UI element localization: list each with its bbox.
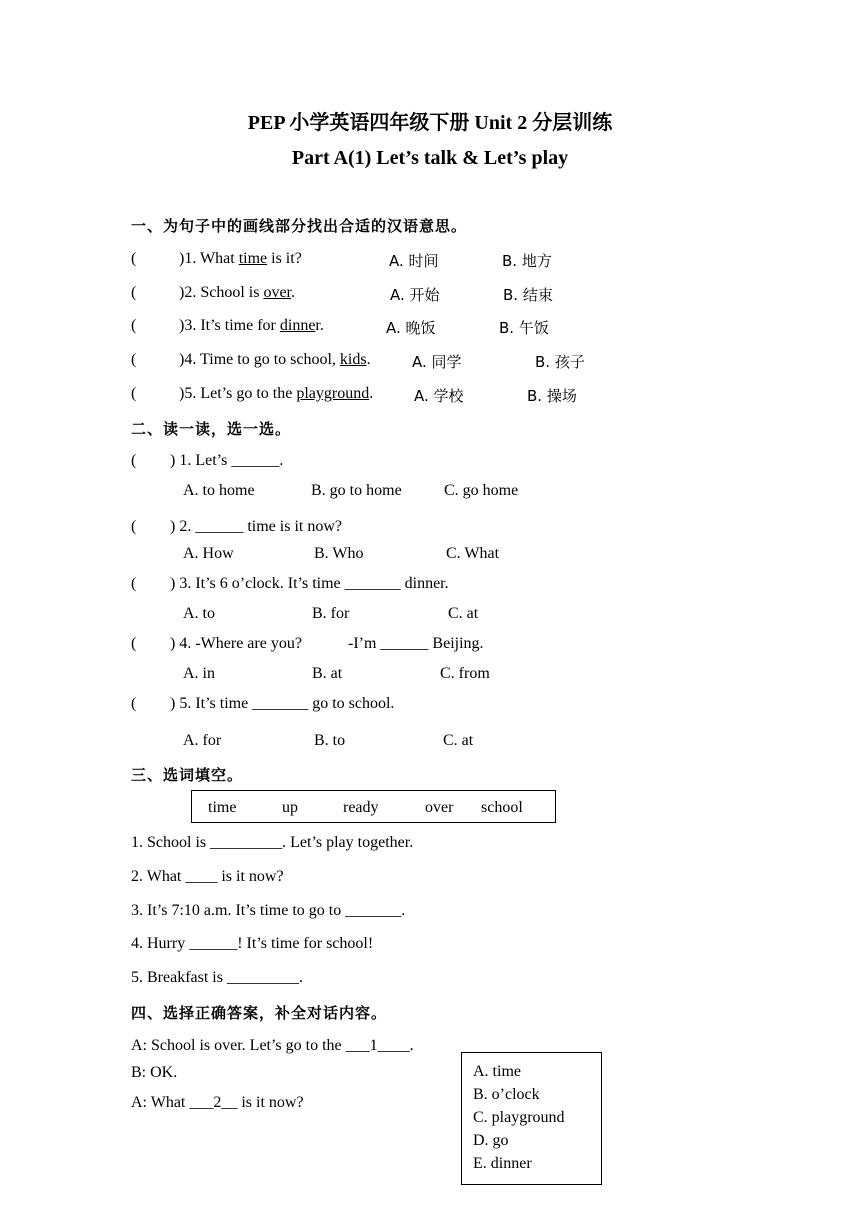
word-bank-word: over bbox=[425, 799, 454, 816]
answer-blank: ( bbox=[131, 452, 137, 469]
option-b: B. to bbox=[314, 732, 346, 749]
option-a: A. to home bbox=[183, 482, 255, 499]
option-c: C. at bbox=[448, 605, 479, 622]
fill-in-item: 3. It’s 7:10 a.m. It’s time to go to _______. bbox=[131, 902, 406, 919]
answer-blank: ( bbox=[131, 518, 137, 535]
worksheet-subtitle: Part A(1) Let’s talk & Let’s play bbox=[291, 147, 569, 169]
dialogue-line: B: OK. bbox=[131, 1064, 178, 1081]
option-item: C. playground bbox=[473, 1109, 565, 1126]
question-text: ) 3. It’s 6 o’clock. It’s time _______ dinner. bbox=[170, 575, 449, 592]
options-box bbox=[461, 1052, 602, 1185]
answer-blank: ( bbox=[131, 695, 137, 712]
underlined-word: kids bbox=[339, 351, 367, 368]
question-text: ) 2. ______ time is it now? bbox=[170, 518, 342, 535]
option-a: A. 同学 bbox=[412, 353, 462, 371]
underlined-word: time bbox=[238, 250, 268, 267]
fill-in-item: 5. Breakfast is _________. bbox=[131, 969, 303, 986]
answer-blank: ( bbox=[131, 250, 137, 267]
word-bank-box bbox=[191, 790, 556, 823]
option-a: A. 学校 bbox=[414, 387, 464, 405]
fill-in-item: 4. Hurry ______! It’s time for school! bbox=[131, 935, 374, 952]
fill-in-item: 1. School is _________. Let’s play together. bbox=[131, 834, 414, 851]
option-b: B. go to home bbox=[311, 482, 402, 499]
option-a: A. for bbox=[183, 732, 222, 749]
dialogue-line: A: What ___2__ is it now? bbox=[131, 1094, 304, 1111]
question-text: ) 4. -Where are you? bbox=[170, 635, 302, 652]
option-item: B. o’clock bbox=[473, 1086, 540, 1103]
word-bank-word: ready bbox=[343, 799, 379, 816]
option-item: E. dinner bbox=[473, 1155, 532, 1172]
option-a: A. 开始 bbox=[390, 286, 440, 304]
option-b: B. Who bbox=[314, 545, 364, 562]
underlined-word: playground bbox=[296, 385, 370, 402]
option-c: C. from bbox=[440, 665, 490, 682]
option-item: D. go bbox=[473, 1132, 509, 1149]
option-b: B. 午饭 bbox=[499, 319, 549, 337]
option-a: A. How bbox=[183, 545, 234, 562]
option-a: A. 晚饭 bbox=[386, 319, 436, 337]
option-item: A. time bbox=[473, 1063, 521, 1080]
section1-heading: 一、为句子中的画线部分找出合适的汉语意思。 bbox=[131, 217, 468, 235]
question-text: ) 5. It’s time _______ go to school. bbox=[170, 695, 395, 712]
option-b: B. for bbox=[312, 605, 350, 622]
option-b: B. 结束 bbox=[503, 286, 553, 304]
question-text: )4. Time to go to school, kids. bbox=[179, 351, 371, 368]
option-c: C. at bbox=[443, 732, 474, 749]
answer-blank: ( bbox=[131, 284, 137, 301]
option-a: A. in bbox=[183, 665, 215, 682]
word-bank-word: school bbox=[481, 799, 523, 816]
option-b: B. 操场 bbox=[527, 387, 577, 405]
answer-blank: ( bbox=[131, 317, 137, 334]
underlined-word: dinne bbox=[279, 317, 316, 334]
word-bank-word: up bbox=[282, 799, 298, 816]
question-text: ) 1. Let’s ______. bbox=[170, 452, 284, 469]
option-b: B. 孩子 bbox=[535, 353, 585, 371]
option-c: C. What bbox=[446, 545, 500, 562]
word-bank-word: time bbox=[208, 799, 237, 816]
dialogue-line: A: School is over. Let’s go to the ___1____. bbox=[131, 1037, 414, 1054]
question-text: )2. School is over. bbox=[179, 284, 295, 301]
question-text: )3. It’s time for dinner. bbox=[179, 317, 324, 334]
option-b: B. 地方 bbox=[502, 252, 552, 270]
section4-heading: 四、选择正确答案，补全对话内容。 bbox=[131, 1004, 388, 1022]
option-b: B. at bbox=[312, 665, 343, 682]
worksheet-title: PEP 小学英语四年级下册 Unit 2 分层训练 bbox=[247, 112, 613, 134]
answer-blank: ( bbox=[131, 351, 137, 368]
answer-text: -I’m ______ Beijing. bbox=[348, 635, 484, 652]
section3-heading: 三、选词填空。 bbox=[131, 766, 244, 784]
option-c: C. go home bbox=[444, 482, 519, 499]
fill-in-item: 2. What ____ is it now? bbox=[131, 868, 284, 885]
question-text: )1. What time is it? bbox=[179, 250, 302, 267]
option-a: A. to bbox=[183, 605, 215, 622]
section2-heading: 二、读一读，选一选。 bbox=[131, 420, 292, 438]
option-a: A. 时间 bbox=[389, 252, 439, 270]
question-text: )5. Let’s go to the playground. bbox=[179, 385, 374, 402]
answer-blank: ( bbox=[131, 575, 137, 592]
underlined-word: over bbox=[263, 284, 291, 301]
answer-blank: ( bbox=[131, 635, 137, 652]
answer-blank: ( bbox=[131, 385, 137, 402]
